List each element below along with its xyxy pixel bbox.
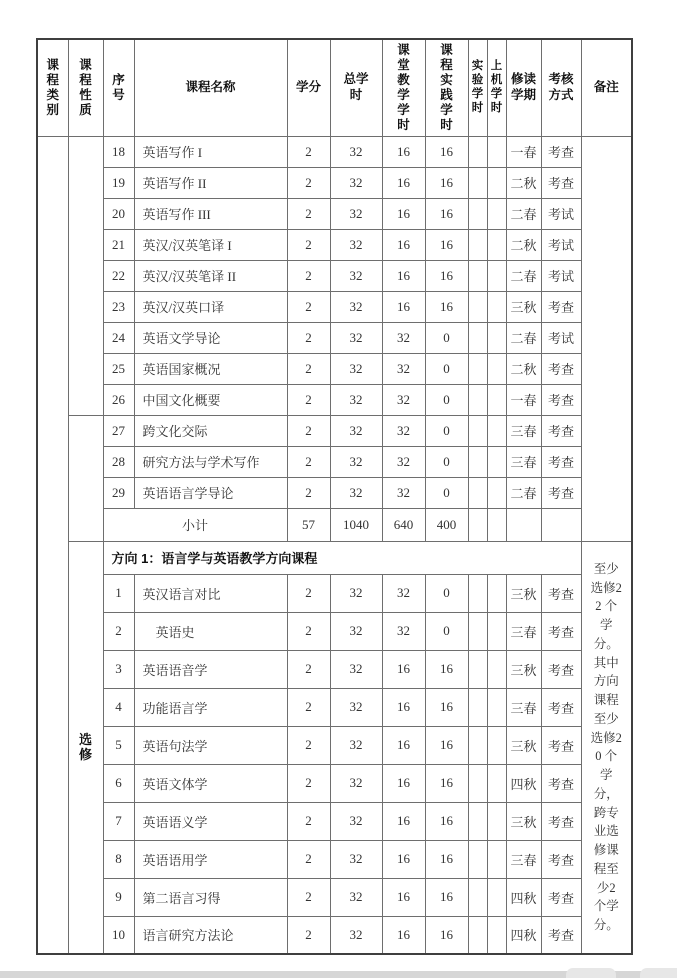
assessment-cell: 考查 [541, 612, 581, 650]
table-row [37, 764, 632, 802]
credits-cell: 2 [287, 384, 330, 415]
computer-hours-cell [487, 574, 506, 612]
lab-hours-cell [468, 136, 487, 167]
computer-hours-cell [487, 322, 506, 353]
computer-hours-cell [487, 291, 506, 322]
course-no-cell: 29 [103, 477, 134, 508]
course-name-cell: 英语文学导论 [134, 322, 287, 353]
table-row [37, 291, 632, 322]
assessment-cell: 考查 [541, 802, 581, 840]
table-row [37, 229, 632, 260]
course-no-cell: 7 [103, 802, 134, 840]
total-hours-cell: 32 [330, 916, 382, 954]
header-name [134, 39, 287, 136]
computer-hours-cell [487, 198, 506, 229]
classroom-hours-cell: 16 [382, 688, 425, 726]
table-row [37, 136, 632, 167]
classroom-hours-cell: 16 [382, 229, 425, 260]
classroom-hours-cell: 16 [382, 916, 425, 954]
header-remark [581, 39, 632, 136]
course-name-cell: 英语写作 III [134, 198, 287, 229]
course-name-cell: 语言研究方法论 [134, 916, 287, 954]
subtotal-total-hours-cell: 1040 [330, 508, 382, 541]
semester-cell: 二秋 [506, 229, 541, 260]
lab-hours-cell [468, 291, 487, 322]
total-hours-cell: 32 [330, 688, 382, 726]
table-row [37, 384, 632, 415]
computer-hours-cell [487, 353, 506, 384]
computer-hours-cell [487, 260, 506, 291]
course-name-cell: 英汉/汉英口译 [134, 291, 287, 322]
viewer-bottom-strip [0, 971, 677, 978]
classroom-hours-cell: 16 [382, 650, 425, 688]
credits-cell: 2 [287, 878, 330, 916]
lab-hours-cell [468, 446, 487, 477]
lab-hours-cell [468, 353, 487, 384]
table-row [37, 198, 632, 229]
classroom-hours-cell: 32 [382, 477, 425, 508]
table-row [37, 167, 632, 198]
computer-hours-cell [487, 477, 506, 508]
direction-header-row [37, 541, 632, 574]
computer-hours-cell [487, 726, 506, 764]
assessment-cell: 考查 [541, 415, 581, 446]
course-name-cell: 英汉语言对比 [134, 574, 287, 612]
course-no-cell: 27 [103, 415, 134, 446]
lab-hours-cell [468, 878, 487, 916]
credits-cell: 2 [287, 650, 330, 688]
bottom-tab-shape [566, 968, 616, 978]
header-row [37, 39, 632, 136]
credits-cell: 2 [287, 198, 330, 229]
semester-cell [506, 508, 541, 541]
classroom-hours-cell: 16 [382, 726, 425, 764]
assessment-cell: 考查 [541, 726, 581, 764]
classroom-hours-cell: 32 [382, 446, 425, 477]
header-total-hours [330, 39, 382, 136]
practice-hours-cell: 16 [425, 136, 468, 167]
computer-hours-cell [487, 840, 506, 878]
classroom-hours-cell: 16 [382, 802, 425, 840]
computer-hours-cell [487, 446, 506, 477]
practice-hours-cell: 16 [425, 291, 468, 322]
table-row [37, 612, 632, 650]
computer-hours-cell [487, 612, 506, 650]
table-row [37, 878, 632, 916]
header-remark-label: 备注 [593, 80, 619, 95]
practice-hours-cell: 0 [425, 477, 468, 508]
category-cell [37, 136, 68, 954]
course-no-cell: 3 [103, 650, 134, 688]
computer-hours-cell [487, 167, 506, 198]
course-no-cell: 25 [103, 353, 134, 384]
total-hours-cell: 32 [330, 840, 382, 878]
credits-cell: 2 [287, 229, 330, 260]
practice-hours-cell: 16 [425, 916, 468, 954]
course-no-cell: 2 [103, 612, 134, 650]
table-row [37, 726, 632, 764]
semester-cell: 二春 [506, 260, 541, 291]
header-assessment [541, 39, 581, 136]
header-semester-label: 修读学期 [510, 72, 536, 102]
header-practice-hours [425, 39, 468, 136]
course-no-cell: 10 [103, 916, 134, 954]
course-name-cell: 英语句法学 [134, 726, 287, 764]
semester-cell: 二春 [506, 198, 541, 229]
credits-cell: 2 [287, 764, 330, 802]
credits-cell: 2 [287, 167, 330, 198]
course-name-cell: 研究方法与学术写作 [134, 446, 287, 477]
lab-hours-cell [468, 384, 487, 415]
assessment-cell: 考试 [541, 229, 581, 260]
credits-cell: 2 [287, 260, 330, 291]
practice-hours-cell: 16 [425, 198, 468, 229]
total-hours-cell: 32 [330, 136, 382, 167]
lab-hours-cell [468, 229, 487, 260]
remark-cell-section2 [581, 541, 632, 954]
computer-hours-cell [487, 229, 506, 260]
practice-hours-cell: 16 [425, 802, 468, 840]
practice-hours-cell: 0 [425, 446, 468, 477]
nature-cell-lower [68, 415, 103, 541]
lab-hours-cell [468, 508, 487, 541]
table-row [37, 650, 632, 688]
credits-cell: 2 [287, 726, 330, 764]
course-no-cell: 8 [103, 840, 134, 878]
assessment-cell: 考查 [541, 477, 581, 508]
header-category-label: 课程类别 [46, 57, 59, 117]
table-row [37, 446, 632, 477]
assessment-cell: 考查 [541, 446, 581, 477]
assessment-cell [541, 508, 581, 541]
credits-cell: 2 [287, 574, 330, 612]
practice-hours-cell: 0 [425, 384, 468, 415]
classroom-hours-cell: 16 [382, 840, 425, 878]
subtotal-label-cell: 小计 [103, 508, 287, 541]
semester-cell: 三春 [506, 688, 541, 726]
header-nature [68, 39, 103, 136]
semester-cell: 三秋 [506, 802, 541, 840]
total-hours-cell: 32 [330, 229, 382, 260]
semester-cell: 二春 [506, 322, 541, 353]
subtotal-classroom-hours-cell: 640 [382, 508, 425, 541]
lab-hours-cell [468, 650, 487, 688]
table-row [37, 260, 632, 291]
course-no-cell: 9 [103, 878, 134, 916]
course-no-cell: 24 [103, 322, 134, 353]
total-hours-cell: 32 [330, 167, 382, 198]
practice-hours-cell: 16 [425, 878, 468, 916]
lab-hours-cell [468, 916, 487, 954]
classroom-hours-cell: 32 [382, 574, 425, 612]
total-hours-cell: 32 [330, 574, 382, 612]
computer-hours-cell [487, 878, 506, 916]
credits-cell: 2 [287, 446, 330, 477]
course-name-cell: 英语写作 II [134, 167, 287, 198]
table-row [37, 916, 632, 954]
total-hours-cell: 32 [330, 198, 382, 229]
assessment-cell: 考查 [541, 353, 581, 384]
total-hours-cell: 32 [330, 446, 382, 477]
header-lab-hours-label: 实验学时 [471, 60, 484, 114]
semester-cell: 三秋 [506, 650, 541, 688]
lab-hours-cell [468, 574, 487, 612]
practice-hours-cell: 16 [425, 726, 468, 764]
total-hours-cell: 32 [330, 384, 382, 415]
computer-hours-cell [487, 764, 506, 802]
practice-hours-cell: 0 [425, 322, 468, 353]
course-name-cell: 英语语言学导论 [134, 477, 287, 508]
total-hours-cell: 32 [330, 612, 382, 650]
total-hours-cell: 32 [330, 260, 382, 291]
remark-cell-section1 [581, 136, 632, 541]
course-name-cell: 英语文体学 [134, 764, 287, 802]
credits-cell: 2 [287, 291, 330, 322]
classroom-hours-cell: 32 [382, 353, 425, 384]
header-name-label: 课程名称 [185, 80, 236, 95]
credits-cell: 2 [287, 688, 330, 726]
header-credits-label: 学分 [295, 80, 321, 95]
assessment-cell: 考查 [541, 384, 581, 415]
header-nature-label: 课程性质 [79, 57, 92, 117]
lab-hours-cell [468, 322, 487, 353]
header-semester [506, 39, 541, 136]
total-hours-cell: 32 [330, 726, 382, 764]
table-row [37, 477, 632, 508]
header-assessment-label: 考核方式 [548, 72, 574, 102]
course-name-cell: 英语语用学 [134, 840, 287, 878]
assessment-cell: 考查 [541, 167, 581, 198]
computer-hours-cell [487, 384, 506, 415]
semester-cell: 三春 [506, 840, 541, 878]
lab-hours-cell [468, 415, 487, 446]
semester-cell: 三春 [506, 415, 541, 446]
semester-cell: 三春 [506, 612, 541, 650]
course-name-cell: 跨文化交际 [134, 415, 287, 446]
table-row [37, 574, 632, 612]
nature-cell-upper [68, 136, 103, 415]
total-hours-cell: 32 [330, 802, 382, 840]
total-hours-cell: 32 [330, 477, 382, 508]
elective-label: 选修 [78, 731, 92, 763]
classroom-hours-cell: 32 [382, 415, 425, 446]
course-no-cell: 1 [103, 574, 134, 612]
table-row [37, 688, 632, 726]
semester-cell: 二秋 [506, 167, 541, 198]
credits-cell: 2 [287, 916, 330, 954]
table-row [37, 322, 632, 353]
total-hours-cell: 32 [330, 322, 382, 353]
assessment-cell: 考查 [541, 291, 581, 322]
lab-hours-cell [468, 198, 487, 229]
semester-cell: 三秋 [506, 726, 541, 764]
total-hours-cell: 32 [330, 878, 382, 916]
credits-cell: 2 [287, 477, 330, 508]
credits-cell: 2 [287, 415, 330, 446]
header-category [37, 39, 68, 136]
credits-cell: 2 [287, 353, 330, 384]
classroom-hours-cell: 16 [382, 167, 425, 198]
semester-cell: 二秋 [506, 353, 541, 384]
practice-hours-cell: 16 [425, 688, 468, 726]
credits-cell: 2 [287, 840, 330, 878]
lab-hours-cell [468, 840, 487, 878]
assessment-cell: 考查 [541, 840, 581, 878]
total-hours-cell: 32 [330, 415, 382, 446]
credits-cell: 2 [287, 136, 330, 167]
classroom-hours-cell: 32 [382, 322, 425, 353]
practice-hours-cell: 0 [425, 612, 468, 650]
semester-cell: 三秋 [506, 291, 541, 322]
assessment-cell: 考试 [541, 198, 581, 229]
lab-hours-cell [468, 612, 487, 650]
course-no-cell: 18 [103, 136, 134, 167]
assessment-cell: 考查 [541, 688, 581, 726]
semester-cell: 三秋 [506, 574, 541, 612]
practice-hours-cell: 16 [425, 167, 468, 198]
credits-cell: 2 [287, 612, 330, 650]
classroom-hours-cell: 16 [382, 764, 425, 802]
course-name-cell: 英语写作 I [134, 136, 287, 167]
practice-hours-cell: 16 [425, 260, 468, 291]
course-no-cell: 19 [103, 167, 134, 198]
course-name-cell: 英语语音学 [134, 650, 287, 688]
credits-cell: 2 [287, 322, 330, 353]
practice-hours-cell: 16 [425, 650, 468, 688]
assessment-cell: 考查 [541, 878, 581, 916]
semester-cell: 一春 [506, 384, 541, 415]
subtotal-row [37, 508, 632, 541]
direction-title-cell: 方向 1：语言学与英语教学方向课程 [103, 541, 581, 574]
remark-text: 至少选修22 个学分。其中方向课程至少选修20 个学分，跨专业选修课程至少2 个学分。 [590, 561, 622, 932]
computer-hours-cell [487, 802, 506, 840]
classroom-hours-cell: 16 [382, 878, 425, 916]
table-row [37, 802, 632, 840]
computer-hours-cell [487, 688, 506, 726]
course-no-cell: 28 [103, 446, 134, 477]
course-name-cell: 英语语义学 [134, 802, 287, 840]
header-classroom-hours [382, 39, 425, 136]
subtotal-credits-cell: 57 [287, 508, 330, 541]
course-name-cell: 英汉/汉英笔译 I [134, 229, 287, 260]
classroom-hours-cell: 16 [382, 260, 425, 291]
course-name-cell: 中国文化概要 [134, 384, 287, 415]
course-no-cell: 22 [103, 260, 134, 291]
semester-cell: 二春 [506, 477, 541, 508]
course-no-cell: 6 [103, 764, 134, 802]
classroom-hours-cell: 32 [382, 612, 425, 650]
nature-cell-elective [68, 541, 103, 954]
semester-cell: 四秋 [506, 878, 541, 916]
assessment-cell: 考查 [541, 574, 581, 612]
course-no-cell: 21 [103, 229, 134, 260]
computer-hours-cell [487, 415, 506, 446]
classroom-hours-cell: 16 [382, 136, 425, 167]
subtotal-practice-hours-cell: 400 [425, 508, 468, 541]
table-row [37, 415, 632, 446]
practice-hours-cell: 16 [425, 229, 468, 260]
header-credits [287, 39, 330, 136]
lab-hours-cell [468, 802, 487, 840]
header-computer-hours-label: 上机学时 [490, 60, 503, 114]
lab-hours-cell [468, 764, 487, 802]
course-no-cell: 23 [103, 291, 134, 322]
computer-hours-cell [487, 916, 506, 954]
semester-cell: 四秋 [506, 916, 541, 954]
assessment-cell: 考查 [541, 764, 581, 802]
credits-cell: 2 [287, 802, 330, 840]
practice-hours-cell: 16 [425, 840, 468, 878]
semester-cell: 一春 [506, 136, 541, 167]
header-lab-hours [468, 39, 487, 136]
course-no-cell: 20 [103, 198, 134, 229]
practice-hours-cell: 0 [425, 353, 468, 384]
lab-hours-cell [468, 726, 487, 764]
course-no-cell: 26 [103, 384, 134, 415]
assessment-cell: 考查 [541, 136, 581, 167]
assessment-cell: 考查 [541, 650, 581, 688]
course-name-cell: 英汉/汉英笔译 II [134, 260, 287, 291]
header-classroom-hours-label: 课堂教学学时 [397, 42, 410, 132]
total-hours-cell: 32 [330, 764, 382, 802]
header-computer-hours [487, 39, 506, 136]
total-hours-cell: 32 [330, 291, 382, 322]
header-no-label: 序号 [112, 72, 125, 102]
computer-hours-cell [487, 136, 506, 167]
total-hours-cell: 32 [330, 650, 382, 688]
assessment-cell: 考试 [541, 322, 581, 353]
header-practice-hours-label: 课程实践学时 [440, 42, 453, 132]
practice-hours-cell: 0 [425, 415, 468, 446]
practice-hours-cell: 16 [425, 764, 468, 802]
computer-hours-cell [487, 508, 506, 541]
course-name-cell: 第二语言习得 [134, 878, 287, 916]
lab-hours-cell [468, 477, 487, 508]
classroom-hours-cell: 16 [382, 291, 425, 322]
lab-hours-cell [468, 688, 487, 726]
course-no-cell: 4 [103, 688, 134, 726]
table-row [37, 353, 632, 384]
assessment-cell: 考查 [541, 916, 581, 954]
total-hours-cell: 32 [330, 353, 382, 384]
course-name-cell: 英语国家概况 [134, 353, 287, 384]
assessment-cell: 考试 [541, 260, 581, 291]
computer-hours-cell [487, 650, 506, 688]
classroom-hours-cell: 16 [382, 198, 425, 229]
header-no [103, 39, 134, 136]
classroom-hours-cell: 32 [382, 384, 425, 415]
course-no-cell: 5 [103, 726, 134, 764]
table-row [37, 840, 632, 878]
practice-hours-cell: 0 [425, 574, 468, 612]
header-total-hours-label: 总学时 [343, 72, 369, 102]
course-name-cell: 功能语言学 [134, 688, 287, 726]
semester-cell: 三春 [506, 446, 541, 477]
bottom-tab-shape [640, 968, 677, 978]
curriculum-table [36, 38, 633, 955]
course-name-cell: 英语史 [134, 612, 287, 650]
semester-cell: 四秋 [506, 764, 541, 802]
lab-hours-cell [468, 167, 487, 198]
lab-hours-cell [468, 260, 487, 291]
